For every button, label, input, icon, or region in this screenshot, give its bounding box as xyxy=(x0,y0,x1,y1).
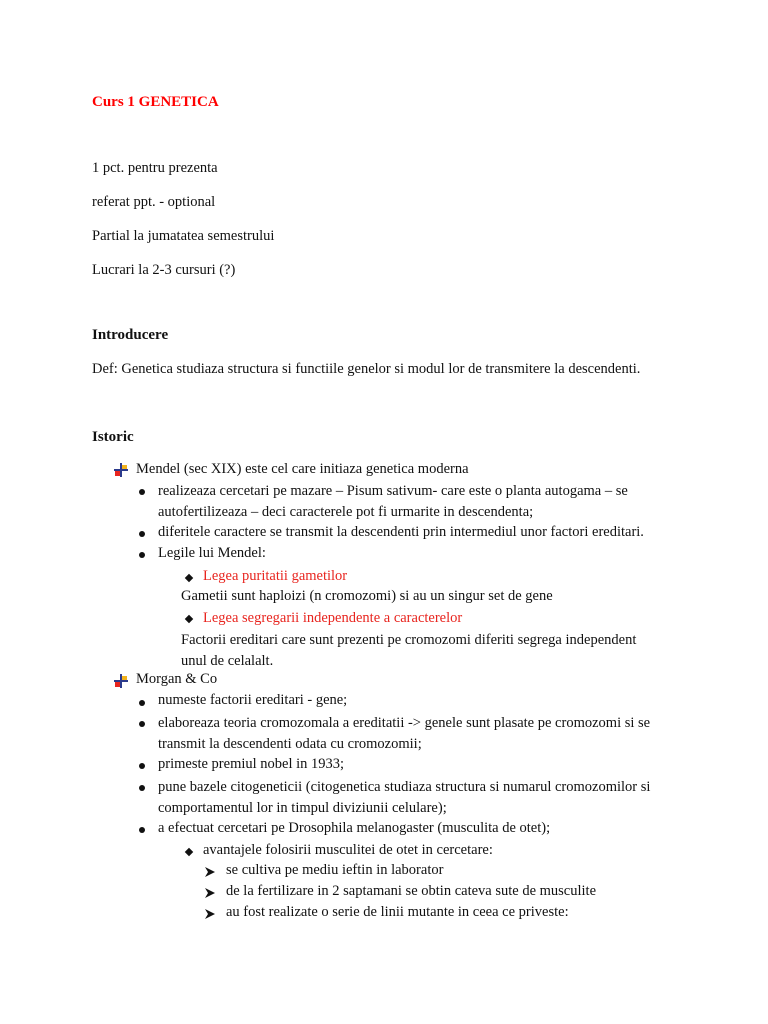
morgan-point-2: elaboreaza teoria cromozomala a ereditatii -> genele sunt plasate pe cromozomi si se transmit la descendenti odata cu cromozomii; xyxy=(158,715,651,752)
istoric-heading: Istoric xyxy=(92,429,134,445)
bullet-icon xyxy=(139,552,145,558)
bullet-icon xyxy=(139,700,145,706)
mendel-label: Mendel (sec XIX) este cel care initiaza genetica moderna xyxy=(136,461,469,477)
mendel-point-1: realizeaza cercetari pe mazare – Pisum sativum- care este o planta autogama – se autofertilizeaza – deci caracterele pot fi urmarite in descendenta; xyxy=(158,483,628,520)
flag-bullet-icon xyxy=(114,463,128,477)
info-line: Lucrari la 2-3 cursuri (?) xyxy=(92,262,236,278)
definition: Def: Genetica studiaza structura si functiile genelor si modul lor de transmitere la descendenti. xyxy=(92,361,641,377)
bullet-icon xyxy=(139,531,145,537)
morgan-point-1: numeste factorii ereditari - gene; xyxy=(158,692,348,708)
advantage-item: au fost realizate o serie de linii mutante in ceea ce priveste: xyxy=(226,904,569,920)
info-line: Partial la jumatatea semestrului xyxy=(92,228,275,244)
intro-heading: Introducere xyxy=(92,327,169,343)
morgan-point-3: primeste premiul nobel in 1933; xyxy=(158,756,345,772)
law-2-title: Legea segregarii independente a caracterelor xyxy=(203,610,463,626)
document-title: Curs 1 GENETICA xyxy=(92,94,219,110)
diamond-bullet-icon xyxy=(185,615,193,623)
bullet-icon xyxy=(139,763,145,769)
morgan-point-4: pune bazele citogeneticii (citogenetica studiaza structura si numarul cromozomilor si comportamentul lor in timpul diviziunii celulare); xyxy=(158,779,651,816)
bullet-icon xyxy=(139,827,145,833)
bullet-icon xyxy=(139,721,145,727)
drosophila-advantages: avantajele folosirii musculitei de otet in cercetare: xyxy=(203,842,493,858)
law-1-title: Legea puritatii gametilor xyxy=(203,568,348,584)
morgan-point-5: a efectuat cercetari pe Drosophila melanogaster (musculita de otet); xyxy=(158,820,551,836)
law-1-text: Gametii sunt haploizi (n cromozomi) si au un singur set de gene xyxy=(181,588,553,604)
mendel-point-2: diferitele caractere se transmit la descendenti prin intermediul unor factori ereditari. xyxy=(158,524,644,540)
advantage-item: de la fertilizare in 2 saptamani se obtin cateva sute de musculite xyxy=(226,883,597,899)
info-line: referat ppt. - optional xyxy=(92,194,216,210)
arrow-bullet-icon xyxy=(204,866,216,878)
arrow-bullet-icon xyxy=(204,887,216,899)
info-line: 1 pct. pentru prezenta xyxy=(92,160,218,176)
bullet-icon xyxy=(139,489,145,495)
arrow-bullet-icon xyxy=(204,908,216,920)
diamond-bullet-icon xyxy=(185,574,193,582)
flag-bullet-icon xyxy=(114,674,128,688)
law-2-text: Factorii ereditari care sunt prezenti pe cromozomi diferiti segrega independent unul de celalalt. xyxy=(181,632,637,669)
bullet-icon xyxy=(139,785,145,791)
diamond-bullet-icon xyxy=(185,848,193,856)
advantage-item: se cultiva pe mediu ieftin in laborator xyxy=(226,862,444,878)
mendel-point-3: Legile lui Mendel: xyxy=(158,545,266,561)
morgan-label: Morgan & Co xyxy=(136,671,218,687)
